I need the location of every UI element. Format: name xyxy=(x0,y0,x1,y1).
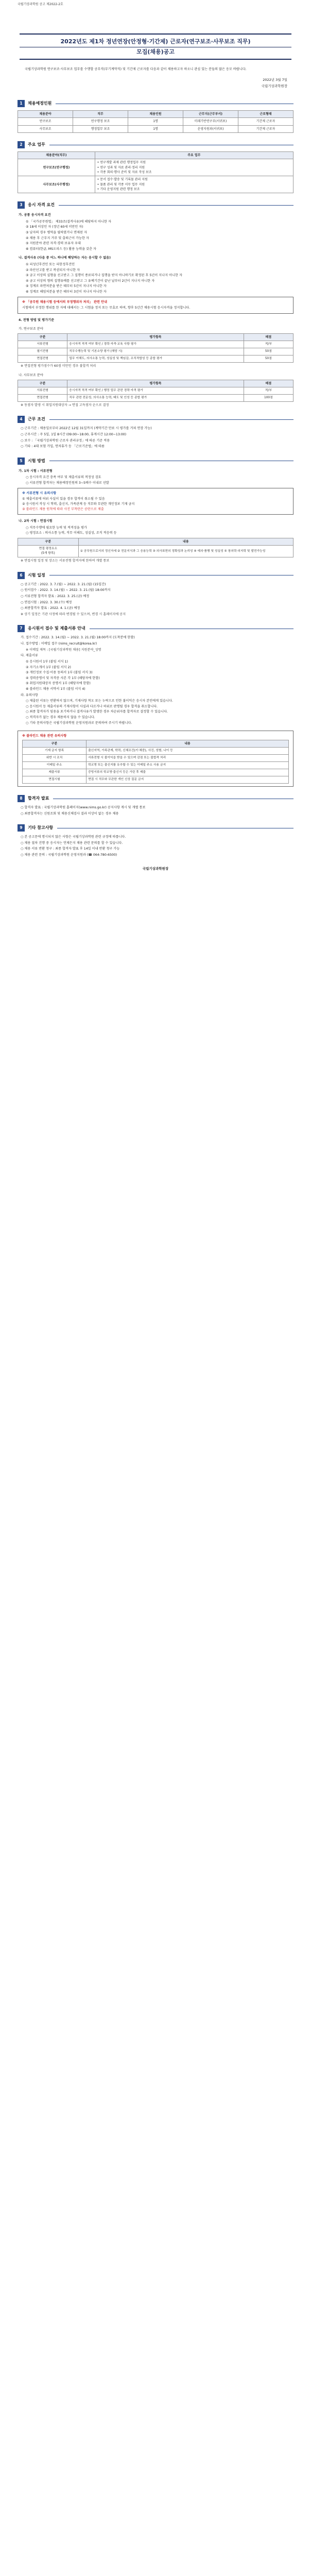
table-header: 구분 xyxy=(18,538,79,545)
subsection-label: 나. 사무보조 분야 xyxy=(19,373,43,377)
evaluation-table-admin xyxy=(18,380,293,402)
table-cell: 학교명 또는 출신지를 유추할 수 있는 이메일 주소 사용 금지 xyxy=(87,762,289,769)
document-screening-notice xyxy=(18,488,293,515)
section-schedule xyxy=(18,572,293,579)
table-cell: 면접 평정요소 (5개 항목) xyxy=(18,546,79,557)
table-row xyxy=(18,394,293,401)
recruitment-table xyxy=(18,110,293,133)
table-cell: 50점 xyxy=(244,355,293,363)
section-number: 7 xyxy=(18,625,25,632)
list-item: ○ 서류전형 합격자는 채용예정인원의 3~5배수 이내로 선발 xyxy=(26,481,109,485)
table-cell: 응시자격 적격 여부 확인 / 행정 업무 관련 경력·자격 평가 xyxy=(67,387,244,394)
table-row xyxy=(18,176,293,193)
table-cell: 미래기반연구부(서귀포) xyxy=(183,118,238,125)
section-main-duties xyxy=(18,141,293,148)
list-item: ② 18세 이상인 자 (정년 60세 미만인 자) xyxy=(26,225,83,229)
table-row xyxy=(23,755,289,762)
section-title: 채용예정인원 xyxy=(28,100,52,106)
table-cell: 행정업무 보조 xyxy=(73,125,128,132)
table-row xyxy=(18,355,293,363)
list-item: ※ 상기 일정은 기관 사정에 따라 변경될 수 있으며, 변경 시 홈페이지에 공지 xyxy=(21,612,126,616)
table-header: 구분 xyxy=(18,334,67,341)
section-eligibility xyxy=(18,201,293,209)
list-item: ⑤ 징계로 파면처분을 받은 때부터 5년이 지나지 아니한 자 xyxy=(26,284,107,289)
table-header: 구분 xyxy=(18,380,67,387)
table-cell: 필기전형 xyxy=(18,348,67,355)
table-header: 내용 xyxy=(78,538,293,545)
list-item: ○ 근무기간 : 채용일로부터 2022년 12월 31일까지 (계약기간 만료 시 평가를 거쳐 연장 가능) xyxy=(21,427,152,431)
list-item: ① 응시원서 1부 (붙임 서식 1) xyxy=(26,659,68,664)
list-item: ○ 원서접수 : 2022. 3. 14.(월) ~ 2022. 3. 21.(월) 18:00까지 xyxy=(21,588,111,592)
table-header: 직무 xyxy=(73,111,128,118)
list-item: ○ 채용 서류 반환 청구 : 최종 합격자 발표 후 14일 이내 반환 청구 가능 xyxy=(21,847,120,851)
announcement-page xyxy=(0,0,311,876)
section-number: 6 xyxy=(18,572,25,579)
issuing-organization: 국립기상과학원장 xyxy=(261,84,287,89)
list-item: ○ 채용 절차 진행 중 응시자는 언제든지 채용 관련 문의를 할 수 있습니다. xyxy=(21,841,123,845)
table-cell: 출신지역, 가족관계, 학력, 신체조건(키·체중), 사진, 성별, 나이 등 xyxy=(87,748,289,755)
subsection-label: 가. 연구보조 분야 xyxy=(19,327,43,331)
subsection-title: 가. 공통 응시자격 요건 xyxy=(19,213,51,217)
section-number: 2 xyxy=(18,141,25,148)
list-item: ○ 제출된 서류는 반환하지 않으며, 기재사항 착오 또는 누락으로 인한 불이익은 응시자 본인에게 있습니다. xyxy=(26,699,173,703)
section-number: 3 xyxy=(18,201,25,209)
list-item: ○ 서류전형 합격자 발표 : 2022. 3. 25.(금) 예정 xyxy=(21,595,90,599)
notice-box xyxy=(18,297,293,314)
page-title: 2022년도 제1차 정년연장(안정형·기간제) 근로자(연구보조·사무보조 직무) xyxy=(20,33,291,47)
section-title: 응시 자격 요건 xyxy=(28,202,55,207)
evaluation-table-research xyxy=(18,333,293,363)
section-title: 주요 업무 xyxy=(28,142,45,147)
section-results xyxy=(18,795,293,802)
table-note: ※ 면접전형 평가점수가 60점 미만인 경우 불합격 처리 xyxy=(21,364,96,368)
table-row xyxy=(18,159,293,176)
table-cell: • 연구개발 과제 관련 행정업무 지원 • 연구 성과 및 자료 관리·정리 지원 • 각종 회의·행사 준비 및 자료 작성 보조 xyxy=(95,159,293,176)
table-cell: ① 공무원으로서의 정신자세 ② 전문지식과 그 응용능력 ③ 의사표현의 정확성과 논리성 ④ 예의·품행 및 성실성 ⑤ 창의력·의지력 및 발전가능성 xyxy=(78,546,293,557)
table-cell: 서류전형 시 불이익을 받을 수 있으며 감점 또는 불합격 처리 xyxy=(87,755,289,762)
list-item: ○ 근무시간 : 주 5일, 1일 8시간 (09:00~18:00, 휴게시간 12:00~13:00) xyxy=(21,433,127,437)
notice-title: ※ 블라인드 채용 관련 유의사항 xyxy=(22,734,67,738)
section-title: 근무 조건 xyxy=(28,417,45,422)
table-cell: • 문서 접수·발송 및 기록물 관리 지원 • 물품 관리 및 각종 서무 업무 지원 • 기타 운영지원 관련 행정 보조 xyxy=(95,176,293,193)
section-title: 합격자 발표 xyxy=(28,795,49,801)
table-cell: 서류전형 xyxy=(18,341,67,348)
section-number: 8 xyxy=(18,795,25,802)
list-item: 다. 제출서류 xyxy=(21,654,38,658)
table-cell: 운영지원과(서귀포) xyxy=(183,125,238,132)
table-cell: 연구보조 xyxy=(18,118,73,125)
table-row xyxy=(18,125,293,132)
table-row xyxy=(23,748,289,755)
table-cell: 사무보조 xyxy=(18,125,73,132)
table-header: 근무지(근무부서) xyxy=(183,111,238,118)
table-cell: 사무보조(사무행정) xyxy=(18,176,95,193)
list-item: ① 피성년후견인 또는 피한정후견인 xyxy=(26,262,75,266)
table-header: 채용인원 xyxy=(128,111,183,118)
subsection-title: 나. 결격사유 (다음 중 어느 하나에 해당하는 자는 응시할 수 없음) xyxy=(19,256,111,260)
list-item: ○ 응시원서 등 제출서류의 기재사항이 사실과 다르거나 허위로 판명될 경우 합격을 취소합니다. xyxy=(26,704,158,708)
section-number: 9 xyxy=(18,824,25,832)
notice-title: ※ 서류전형 시 유의사항 xyxy=(22,491,57,495)
section-exam-method xyxy=(18,457,293,465)
table-cell: 직무 관련 전문성, 의사소통 능력, 태도 및 인성 등 종합 평가 xyxy=(67,394,244,401)
list-item: ③ 남자의 경우 병역을 필하였거나 면제된 자 xyxy=(26,230,87,234)
table-note: ※ 동점자 발생 시 취업지원대상자 → 면접 고득점자 순으로 결정 xyxy=(21,403,109,407)
section-title: 기타 참고사항 xyxy=(28,825,54,831)
section-title: 시험 일정 xyxy=(28,572,45,578)
table-row xyxy=(18,546,293,557)
list-item: ○ 면접시험 : 2022. 3. 30.(수) 예정 xyxy=(21,600,72,604)
table-header: 근로형태 xyxy=(238,111,293,118)
subsection-title: 나. 2차 시험 : 면접시험 xyxy=(19,519,53,523)
notice-item: ② 응시원서 작성 시 학력, 출신지, 가족관계 등 직무와 무관한 개인정보 기재 금지 xyxy=(22,502,135,506)
table-cell: 제출서류 xyxy=(23,769,87,776)
subsection-title: 4. 전형 방법 및 평가기준 xyxy=(19,318,55,322)
table-row xyxy=(23,769,289,776)
table-header: 내용 xyxy=(87,740,289,747)
list-item: ⑤ 지원분야 관련 자격·경력 보유자 우대 xyxy=(26,242,81,246)
list-item: ○ 직무수행에 필요한 능력 및 적격성을 평가 xyxy=(26,526,87,530)
list-item: ③ 금고 이상의 실형을 선고받고 그 집행이 종료되거나 집행을 받지 아니하기로 확정된 후 5년이 지나지 아니한 자 xyxy=(26,274,182,278)
table-cell: 적/부 xyxy=(244,341,293,348)
table-cell: 면접전형 xyxy=(18,355,67,363)
list-item: ○ 기타 문의사항은 국립기상과학원 운영지원과로 문의하여 주시기 바랍니다. xyxy=(26,721,132,725)
table-cell: 연구행정 보조 xyxy=(73,118,128,125)
table-cell: 50점 xyxy=(244,348,293,355)
table-row xyxy=(23,762,289,769)
table-header: 구분 xyxy=(23,740,87,747)
table-row xyxy=(18,387,293,394)
list-item: ※ 이메일 제목 : [국립기상과학원 채용] 지원분야_성명 xyxy=(26,648,101,652)
announcement-date: 2022년 3월 7일 xyxy=(263,78,287,82)
section-rule xyxy=(59,205,293,206)
list-item: ○ 보수 : 「국립기상과학원 근로자 관리규정」에 따른 기준 적용 xyxy=(21,438,110,443)
section-working-conditions xyxy=(18,416,293,423)
section-number: 5 xyxy=(18,457,25,465)
section-title: 응시원서 접수 및 제출서류 안내 xyxy=(28,626,85,631)
table-cell: 증빙서류의 학교명·출신지 등은 가린 후 제출 xyxy=(87,769,289,776)
table-header: 배점 xyxy=(244,334,293,341)
list-item: ① 「국가공무원법」 제33조(결격사유)에 해당하지 아니한 자 xyxy=(26,219,111,224)
closing-signature: 국립기상과학원장 xyxy=(142,866,169,871)
section-rule xyxy=(49,419,293,420)
list-item: ④ 금고 이상의 형의 집행유예를 선고받고 그 유예기간이 끝난 날부터 2년이 지나지 아니한 자 xyxy=(26,279,155,283)
page-subtitle: 모집(채용)공고 xyxy=(20,47,291,60)
intro-text: 국립기상과학원 연구보조·사무보조 업무를 수행할 공무직(무기계약직) 및 기간제 근로자를 다음과 같이 채용하고자 하오니 관심 있는 분들의 많은 응모 바랍니다. xyxy=(25,67,247,72)
table-cell: 기간제 근로자 xyxy=(238,125,293,132)
table-cell: 기간제 근로자 xyxy=(238,118,293,125)
table-cell: 면접시험 xyxy=(23,776,87,784)
list-item: ⑤ 취업지원대상자 증명서 1부 (해당자에 한함) xyxy=(26,682,91,686)
list-item: 라. 유의사항 xyxy=(21,693,38,697)
blind-recruitment-box xyxy=(18,731,293,787)
table-cell: 직무수행능력 및 기본소양 평가 (해당 시) xyxy=(67,348,244,355)
table-cell: 면접전형 xyxy=(18,394,67,401)
list-item: ⑥ 컴퓨터(한글, MS오피스 등) 활용 능력을 갖춘 자 xyxy=(26,247,96,251)
list-item: ③ 개인정보 수집·이용 동의서 1부 (붙임 서식 3) xyxy=(26,671,93,675)
table-row xyxy=(18,118,293,125)
duties-table xyxy=(18,151,293,193)
table-cell: 서류전형 xyxy=(18,387,67,394)
table-cell: 1명 xyxy=(128,118,183,125)
table-cell: 적/부 xyxy=(244,387,293,394)
table-header: 채용분야(직무) xyxy=(18,152,95,159)
list-item: ○ 최종합격자는 신원조회 및 채용신체검사 결과 이상이 없는 경우 채용 xyxy=(21,811,119,816)
list-item: ⑥ 징계로 해임처분을 받은 때부터 3년이 지나지 아니한 자 xyxy=(26,290,107,294)
table-cell: 1명 xyxy=(128,125,183,132)
table-note: ※ 면접시험 일정 및 장소는 서류전형 합격자에 한하여 개별 통보 xyxy=(21,559,110,563)
section-title: 시험 방법 xyxy=(28,458,45,463)
table-header: 배점 xyxy=(244,380,293,387)
section-application xyxy=(18,625,293,632)
table-cell: 응시자격 적격 여부 확인 / 경력·자격·교육 사항 평가 xyxy=(67,341,244,348)
list-item: ○ 본 공고문에 명시되지 않은 사항은 국립기상과학원 관련 규정에 따릅니다. xyxy=(21,835,126,839)
list-item: ○ 채용 관련 문의 : 국립기상과학원 운영지원과 (☎ 064-780-6500) xyxy=(21,853,117,857)
table-cell: 이메일 주소 xyxy=(23,762,87,769)
table-header: 평가항목 xyxy=(67,334,244,341)
list-item: ④ 경력증명서 및 자격증 사본 각 1부 (해당자에 한함) xyxy=(26,676,100,680)
notice-title: ※ 「공무원 채용시험 등에서의 부정행위자 처리」 관련 안내 xyxy=(22,300,107,304)
notice-item: ③ 블라인드 채용 원칙에 따라 사진 부착란은 공란으로 제출 xyxy=(22,507,104,511)
section-number: 1 xyxy=(18,100,25,107)
table-cell: 업무 이해도, 의사소통 능력, 성실성 및 책임감, 조직적합성 등 종합 평가 xyxy=(67,355,244,363)
list-item: 나. 접수방법 : 이메일 접수 (nims_recruit@korea.kr) xyxy=(21,642,97,646)
subsection-title: 가. 1차 시험 : 서류전형 xyxy=(19,469,53,473)
list-item: ② 파산선고를 받고 복권되지 아니한 자 xyxy=(26,268,80,272)
list-item: ○ 공고기간 : 2022. 3. 7.(월) ~ 2022. 3. 21.(월) (15일간) xyxy=(21,582,106,586)
section-recruitment-count xyxy=(18,100,293,107)
list-item: ○ 합격자 발표 : 국립기상과학원 홈페이지(www.nims.go.kr) 공지사항 게시 및 개별 통보 xyxy=(21,806,146,810)
interview-criteria-table xyxy=(18,538,293,557)
table-cell: 연구보조(연구행정) xyxy=(18,159,95,176)
table-header: 채용분야 xyxy=(18,111,73,118)
list-item: 가. 접수기간 : 2022. 3. 14.(월) ~ 2022. 3. 21.(월) 18:00까지 (도착분에 한함) xyxy=(21,636,135,640)
list-item: ○ 최종합격자 발표 : 2022. 4. 1.(금) 예정 xyxy=(21,606,80,611)
list-item: ○ 적격자가 없는 경우 채용하지 않을 수 있습니다. xyxy=(26,716,95,719)
table-cell: 위반 시 조치 xyxy=(23,755,87,762)
blind-recruitment-table xyxy=(22,740,289,784)
list-item: ○ 기타 : 4대 보험 가입, 연차휴가 등 「근로기준법」에 따름 xyxy=(21,445,105,449)
section-other-notes xyxy=(18,824,293,832)
table-header: 주요 업무 xyxy=(95,152,293,159)
list-item: ⑥ 블라인드 채용 서약서 1부 (붙임 서식 4) xyxy=(26,687,85,691)
table-row xyxy=(18,341,293,348)
list-item: ④ 채용 후 근무지 거주 및 출퇴근이 가능한 자 xyxy=(26,236,89,240)
table-cell: 면접 시 직무와 무관한 개인 신상 질문 금지 xyxy=(87,776,289,784)
list-item: ○ 평정요소 : 의사소통 능력, 직무 이해도, 성실성, 조직 적응력 등 xyxy=(26,531,117,535)
table-header: 평가항목 xyxy=(67,380,244,387)
table-cell: 기재 금지 항목 xyxy=(23,748,87,755)
list-item: ② 자기소개서 1부 (붙임 서식 2) xyxy=(26,665,71,669)
notice-item: ① 제출서류에 허위 사실이 있을 경우 합격이 취소될 수 있음 xyxy=(22,497,105,501)
table-row xyxy=(23,776,289,784)
table-cell: 100점 xyxy=(244,394,293,401)
section-number: 4 xyxy=(18,416,25,423)
list-item: ○ 응시자격 요건 충족 여부 및 제출서류의 적정성 검토 xyxy=(26,476,101,480)
document-number: 국립기상과학원 공고 제2022-2호 xyxy=(18,3,63,6)
list-item: ○ 최종 합격자가 임용을 포기하거나 결격사유가 발생한 경우 차순위자를 합격자로 결정할 수 있습니다. xyxy=(26,710,168,714)
table-row xyxy=(18,348,293,355)
notice-text: 시험에서 부정한 행위를 한 자에 대해서는 그 시험을 정지 또는 무효로 하며, 향후 5년간 채용시험 응시자격을 정지합니다. xyxy=(22,306,191,310)
